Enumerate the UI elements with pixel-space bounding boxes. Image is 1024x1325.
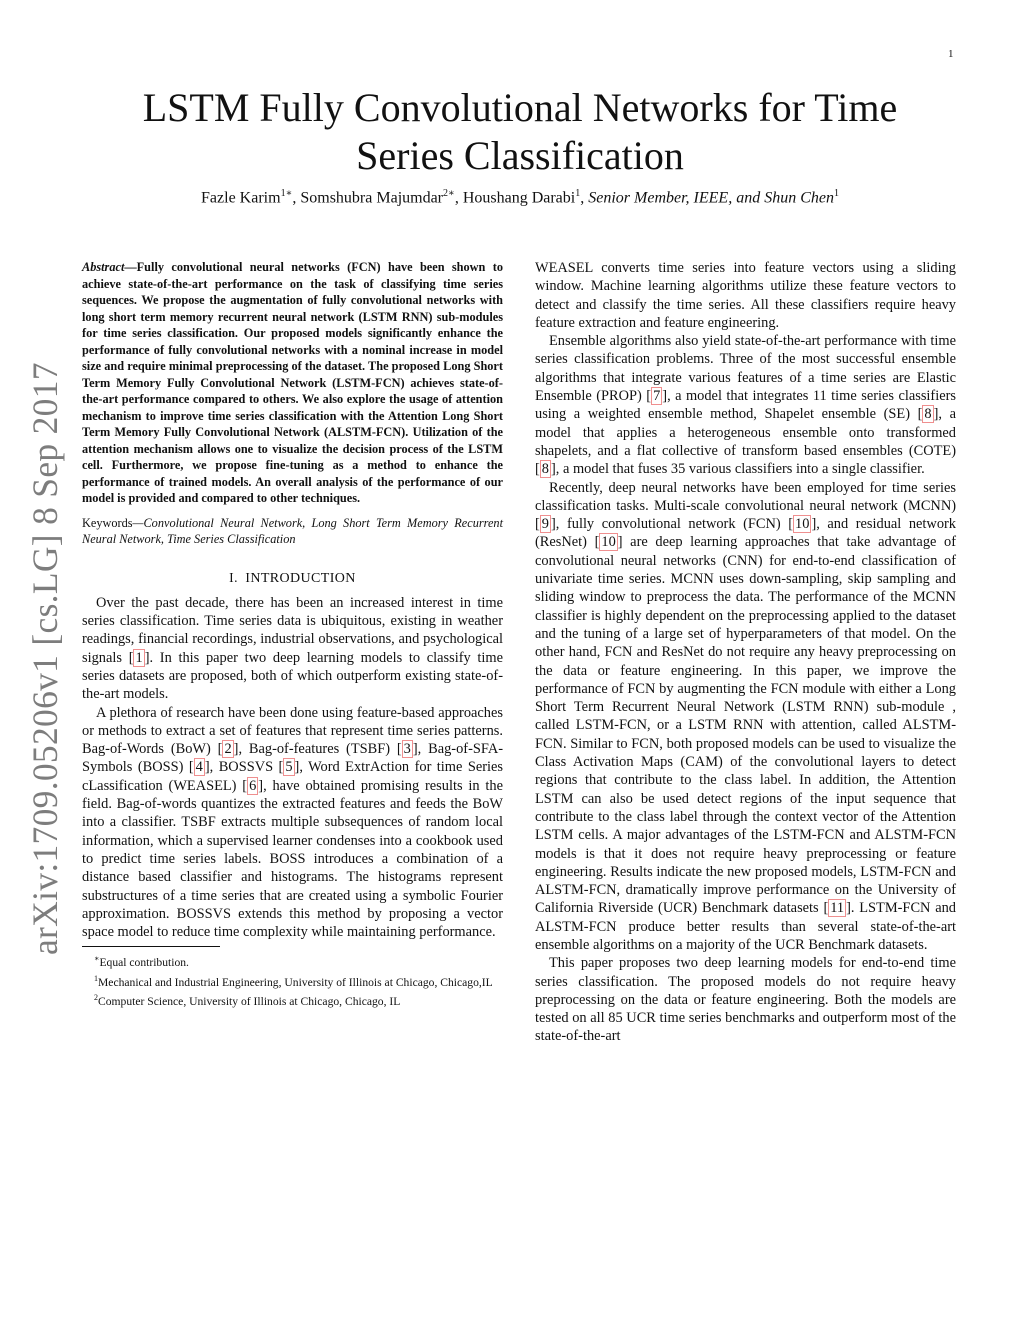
- footnote-mark: 2: [94, 993, 98, 1003]
- paragraph-text: . LSTM-FCN and ALSTM-FCN produce better results than several state-of-the-art ensemble algorithms on a majority of the UCR Benchmark datasets.: [535, 900, 956, 953]
- paragraph-text: Recently, deep neural networks have been employed for time series classification tasks. Multi-scale convolutional neural network (MCNN): [535, 479, 956, 514]
- paragraph-text: , a model that integrates 11 time series classifiers using a weighted ensemble method, Shapelet ensemble (SE): [535, 388, 956, 423]
- citation-link[interactable]: 5: [285, 759, 293, 776]
- abstract-label: Abstract: [82, 260, 125, 274]
- keywords-body: —Convolutional Neural Network, Long Short Term Memory Recurrent Neural Network, Time Series Classification: [82, 515, 503, 546]
- paragraph-text: , Bag-of-features (TSBF): [238, 741, 397, 758]
- right-paragraph-3: Recently, deep neural networks have been employed for time series classification tasks. Multi-scale convolutional neural network (MCNN) [ 9 ], fully convolutional network (FCN) [ 10 ], and residual network (ResNet) [ 10 ] are deep learning approaches that take advantage of convolutional neural networks (CNN) for end-to-end classification of univariate time series. MCNN uses down-sampling, skip sampling and sliding window to preprocess the data. The performance of the MCNN classifier is highly dependent on the preprocessing applied to the dataset and the tuning of a large set of hyperparameters of that model. On the other hand, FCN and ResNet do not require any heavy preprocessing on the data or feature engineering. In this paper, we improve the performance of FCN by augmenting the FCN module with either a Long Short Term Recurrent Neural Network (LSTM RNN) sub-module , called LSTM-FCN, or a LSTM RNN with attention, called ALSTM-FCN. Similar to FCN, both proposed models can be used to visualize the Class Activation Maps (CAM) of the convolutional layers to detect regions that contribute to the class label. In addition, the Attention LSTM can also be used detect regions of the input sequence that contribute to the class label through the context vector of the Attention LSTM cells. A major advantages of the LSTM-FCN and ALSTM-FCN models is that it does not require heavy preprocessing or feature engineering. Results indicate the new proposed models, LSTM-FCN and ALSTM-FCN, dramatically improve performance on the University of California Riverside (UCR) Benchmark datasets [ 11 ]. LSTM-FCN and ALSTM-FCN produce better results than several state-of-the-art ensemble algorithms on a majority of the UCR Benchmark datasets.: [535, 479, 957, 953]
- citation-link[interactable]: 8: [541, 461, 549, 478]
- paragraph-text: Over the past decade, there has been an increased interest in time series classification. Time series data is ubiquitous, existing in weather readings, financial recordings, industrial observations, and psychological signals: [82, 594, 503, 666]
- author-separator: ,: [454, 189, 463, 207]
- author-role: Senior Member, IEEE, and Shun Chen: [588, 189, 834, 207]
- footnote-text: Computer Science, University of Illinois at Chicago, Chicago, IL: [98, 995, 401, 1009]
- paragraph-text: , have obtained promising results in the field. Bag-of-words quantizes the extracted features and feeds the BoW into a classifier. TSBF extracts multiple subsequences of random local information, which a supervised learner condenses into a cookbook used to predict time series labels. BOSS introduces a combination of a distance based classifier and histograms. The histograms represent substructures of a time series that are created using a symbolic Fourier approximation. BOSSVS extends this method by proposing a vector space model to reduce time complexity while maintaining performance.: [82, 777, 503, 941]
- intro-paragraph-2: A plethora of research have been done using feature-based approaches or methods to extract a set of features that represent time series patterns. Bag-of-Words (BoW) [ 2 ], Bag-of-features (TSBF) [ 3 ], Bag-of-SFA-Symbols (BOSS) [ 4 ], BOSSVS [ 5 ], Word ExtrAction for time Series cLassification (WEASEL) [ 6 ], have obtained promising results in the field. Bag-of-words quantizes the extracted features and feeds the BoW into a classifier. TSBF extracts multiple subsequences of random local information, which a supervised learner condenses into a cookbook used to predict time series labels. BOSS introduces a combination of a distance based classifier and histograms. The histograms represent substructures of a time series that are created using a symbolic Fourier approximation. BOSSVS extends this method by proposing a vector space model to reduce time complexity while maintaining performance.: [82, 704, 503, 941]
- citation-link[interactable]: 8: [924, 406, 932, 423]
- affiliation-mark: 1: [575, 188, 581, 199]
- footnote-mark: 1: [94, 973, 98, 983]
- section-title-first-letter: I: [245, 569, 251, 585]
- paragraph-text: , a model that fuses 35 various classifiers into a single classifier.: [555, 461, 925, 478]
- citation-link[interactable]: 9: [541, 516, 549, 533]
- citation-link[interactable]: 2: [224, 741, 232, 758]
- citation-link[interactable]: 10: [601, 534, 616, 551]
- affiliation-mark: 1∗: [280, 188, 293, 199]
- section-heading-introduction: [82, 569, 503, 588]
- page-number: 1: [948, 48, 954, 60]
- citation-link[interactable]: 7: [653, 388, 661, 405]
- footnote-equal-contribution: [82, 951, 503, 970]
- citation-link[interactable]: 3: [403, 741, 411, 758]
- author-name: Houshang Darabi: [462, 189, 576, 207]
- footnote-divider: [82, 946, 220, 947]
- paragraph-text: , Word ExtrAction for time Series cLassification (WEASEL): [82, 759, 503, 794]
- footnote-text: Equal contribution.: [99, 956, 189, 970]
- paragraph-text: , fully convolutional network (FCN): [555, 516, 789, 533]
- footnote-text: Mechanical and Industrial Engineering, University of Illinois at Chicago, Chicago,IL: [98, 975, 493, 989]
- paragraph-text: Ensemble algorithms also yield state-of-the-art performance with time series classification problems. Three of the most successful ensemble algorithms that integrate various features of a time series are Elastic Ensemble (PROP): [535, 333, 956, 405]
- citation-link[interactable]: 4: [195, 759, 203, 776]
- paragraph-text: are deep learning approaches that take advantage of convolutional neural networks (CNN) for end-to-end classification of univariate time series. MCNN uses down-sampling, skip sampling and sliding window to preprocess the data. The performance of the MCNN classifier is highly dependent on the preprocessing applied to the dataset and the tuning of a large set of hyperparameters of that model. On the other hand, FCN and ResNet do not require any heavy preprocessing on the data or feature engineering. In this paper, we improve the performance of FCN by augmenting the FCN module with either a Long Short Term Recurrent Neural Network (LSTM RNN) sub-module , called LSTM-FCN, or a LSTM RNN with attention, called ALSTM-FCN. Similar to FCN, both proposed models can be used to visualize the Class Activation Maps (CAM) of the convolutional layers to detect regions that contribute to the class label. In addition, the Attention LSTM can also be used detect regions of the input sequence that contribute to the class label through the context vector of the Attention LSTM cells. A major advantages of the LSTM-FCN and ALSTM-FCN models is that it does not require heavy preprocessing or feature engineering. Results indicate the new proposed models, LSTM-FCN and ALSTM-FCN, dramatically improve performance on the University of California Riverside (UCR) Benchmark datasets: [535, 534, 957, 917]
- paragraph-text: . In this paper two deep learning models to classify time series datasets are proposed, both of which outperform existing state-of-the-art models.: [82, 649, 504, 703]
- citation-link[interactable]: 11: [830, 900, 845, 917]
- author-line: [60, 188, 980, 207]
- footnote-affiliation-2: [82, 990, 503, 1009]
- citation-link[interactable]: 10: [795, 516, 810, 533]
- citation-link[interactable]: 1: [135, 649, 143, 666]
- section-numeral: I.: [229, 569, 238, 585]
- paragraph-text: , Bag-of-SFA-Symbols (BOSS): [82, 741, 503, 776]
- footnote-affiliation-1: [82, 971, 503, 990]
- arxiv-stamp: arXiv:1709.05206v1 [cs.LG] 8 Sep 2017: [25, 362, 65, 955]
- footnotes: [82, 951, 503, 1009]
- paragraph-text: , BOSSVS: [209, 759, 279, 776]
- author-name: Fazle Karim: [201, 189, 281, 207]
- citation-link[interactable]: 6: [249, 777, 257, 794]
- left-column: [82, 259, 503, 1010]
- author-name: Somshubra Majumdar: [300, 189, 444, 207]
- right-column: [535, 259, 956, 1046]
- paragraph-text: , a model that applies a heterogeneous ensemble onto transformed shapelets, and a flat collective of transform based ensembles (COTE): [535, 406, 957, 459]
- footnote-mark: ∗: [94, 954, 100, 964]
- paper-title: LSTM Fully Convolutional Networks for Time Series Classification: [142, 85, 898, 178]
- keywords-label: Keywords: [82, 515, 133, 530]
- affiliation-mark: 2∗: [443, 188, 455, 199]
- affiliation-mark: 1: [833, 188, 839, 199]
- section-title-rest: NTRODUCTION: [250, 570, 356, 586]
- abstract-body: —Fully convolutional neural networks (FCN) have been shown to achieve state-of-the-art performance on the task of classifying time series sequences. We propose the augmentation of fully convolutional networks with long short term memory recurrent neural network (LSTM RNN) sub-modules for time series classification. Our proposed models significantly enhance the performance of fully convolutional networks with a nominal increase in model size and require minimal preprocessing of the dataset. The proposed Long Short Term Memory Fully Convolutional Network (LSTM-FCN) achieves state-of-the-art performance compared to others. We also explore the usage of attention mechanism to improve time series classification with the Attention Long Short Term Memory Fully Convolutional Network (ALSTM-FCN). Utilization of the attention mechanism allows one to visualize the decision process of the LSTM cell. Furthermore, we propose fine-tuning as a method to enhance the performance of trained models. An overall analysis of the performance of our model is provided and compared to other techniques.: [82, 260, 503, 505]
- author-separator: ,: [292, 189, 301, 207]
- abstract: [82, 259, 503, 507]
- right-paragraph-4: This paper proposes two deep learning models for end-to-end time series classification. The proposed models do not require heavy preprocessing on the data or feature engineering. Both the models are tested on all 85 UCR time series benchmarks and outperform most of the state-of-the-art: [535, 955, 956, 1045]
- right-paragraph-1: WEASEL converts time series into feature vectors using a sliding window. Machine learning algorithms utilize these feature vectors to detect and classify the time series. All these classifiers require heavy feature extraction and feature engineering.: [535, 260, 956, 331]
- author-separator: ,: [580, 189, 589, 207]
- paragraph-text: A plethora of research have been done using feature-based approaches or methods to extract a set of features that represent time series patterns. Bag-of-Words (BoW): [82, 704, 503, 758]
- intro-paragraph-1: Over the past decade, there has been an increased interest in time series classification. Time series data is ubiquitous, existing in weather readings, financial recordings, industrial observations, and psychological signals [ 1 ]. In this paper two deep learning models to classify time series datasets are proposed, both of which outperform existing state-of-the-art models.: [82, 594, 504, 703]
- keywords: [82, 515, 503, 548]
- right-paragraph-2: Ensemble algorithms also yield state-of-the-art performance with time series classification problems. Three of the most successful ensemble algorithms that integrate various features of a time series are Elastic Ensemble (PROP) [ 7 ], a model that integrates 11 time series classifiers using a weighted ensemble method, Shapelet ensemble (SE) [ 8 ], a model that applies a heterogeneous ensemble onto transformed shapelets, and a flat collective of transform based ensembles (COTE) [ 8 ], a model that fuses 35 various classifiers into a single classifier.: [535, 333, 957, 478]
- paragraph-text: , and residual network (ResNet): [535, 516, 956, 551]
